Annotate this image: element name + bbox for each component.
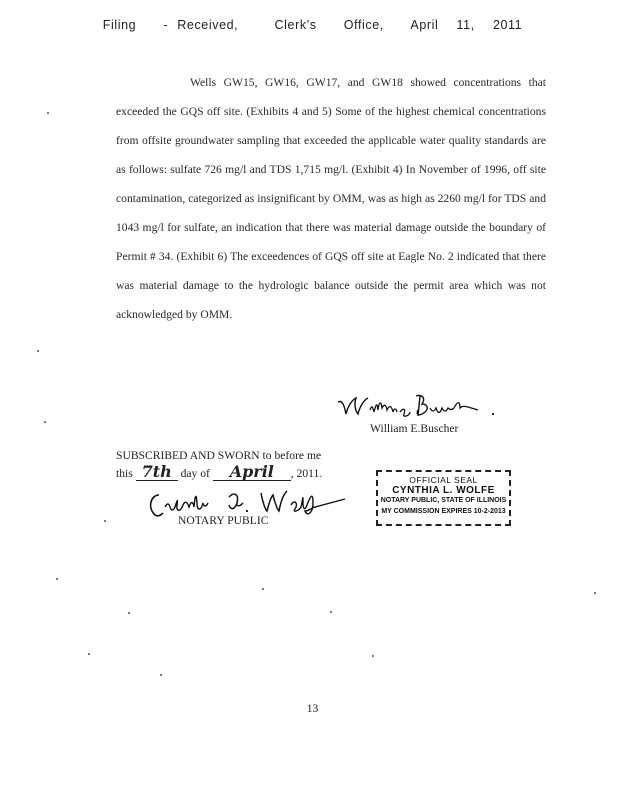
scan-speck — [128, 612, 130, 614]
body-paragraph-container — [116, 68, 546, 329]
scan-speck — [160, 674, 162, 676]
handwritten-month: April — [213, 464, 291, 481]
filing-header: Filing - Received, Clerk's Office, April 11, 2011 — [102, 18, 523, 32]
scan-speck — [372, 655, 374, 657]
seal-notary-name: CYNTHIA L. WOLFE — [392, 484, 495, 496]
scan-speck — [88, 653, 90, 655]
scan-speck — [47, 112, 49, 114]
seal-expiration-line: MY COMMISSION EXPIRES 10-2-2013 — [381, 507, 506, 515]
scan-speck — [44, 421, 46, 423]
scan-speck — [330, 611, 332, 613]
jurat-line2 — [116, 464, 322, 482]
scan-speck — [37, 350, 39, 352]
scan-speck — [104, 520, 106, 522]
seal-heading: OFFICIAL SEAL — [409, 475, 478, 485]
official-seal-stamp — [376, 470, 511, 526]
seal-state-line: NOTARY PUBLIC, STATE OF ILLINOIS — [380, 497, 507, 504]
scan-speck — [594, 592, 596, 594]
jurat-year-label: , 2011. — [290, 467, 323, 480]
body-paragraph: Wells GW15, GW16, GW17, and GW18 showed concentrations that exceeded the GQS off site. (Exhibits 4 and 5) Some of the highest chemical concentrations from offsite groundwater sampling that exceeded the applicable water quality standards are as follows: sulfate 726 mg/l and TDS 1,715 mg/l. (Exhibit 4) In November of 1996, off site contamination, categorized as insignificant by OMM, was as high as 2260 mg/l for TDS and 1043 mg/l for sulfate, an indication that there was material damage outside the boundary of Permit # 34. (Exhibit 6) The exceedences of GQS off site at Eagle No. 2 indicated that there was material damage to the hydrologic balance outside the permit area which was not acknowledged by OMM. — [116, 76, 546, 321]
jurat-line1: SUBSCRIBED AND SWORN to before me — [116, 449, 322, 462]
page-number: 13 — [306, 702, 319, 715]
signer-name: William E.Buscher — [370, 422, 459, 435]
jurat-this-label: this — [116, 467, 133, 480]
handwritten-day: 7th — [136, 464, 178, 481]
notary-public-label: NOTARY PUBLIC — [178, 514, 269, 527]
jurat-day-of-label: day of — [180, 467, 210, 480]
scan-speck — [56, 578, 58, 580]
jurat-block — [116, 448, 322, 482]
scan-speck — [262, 588, 264, 590]
